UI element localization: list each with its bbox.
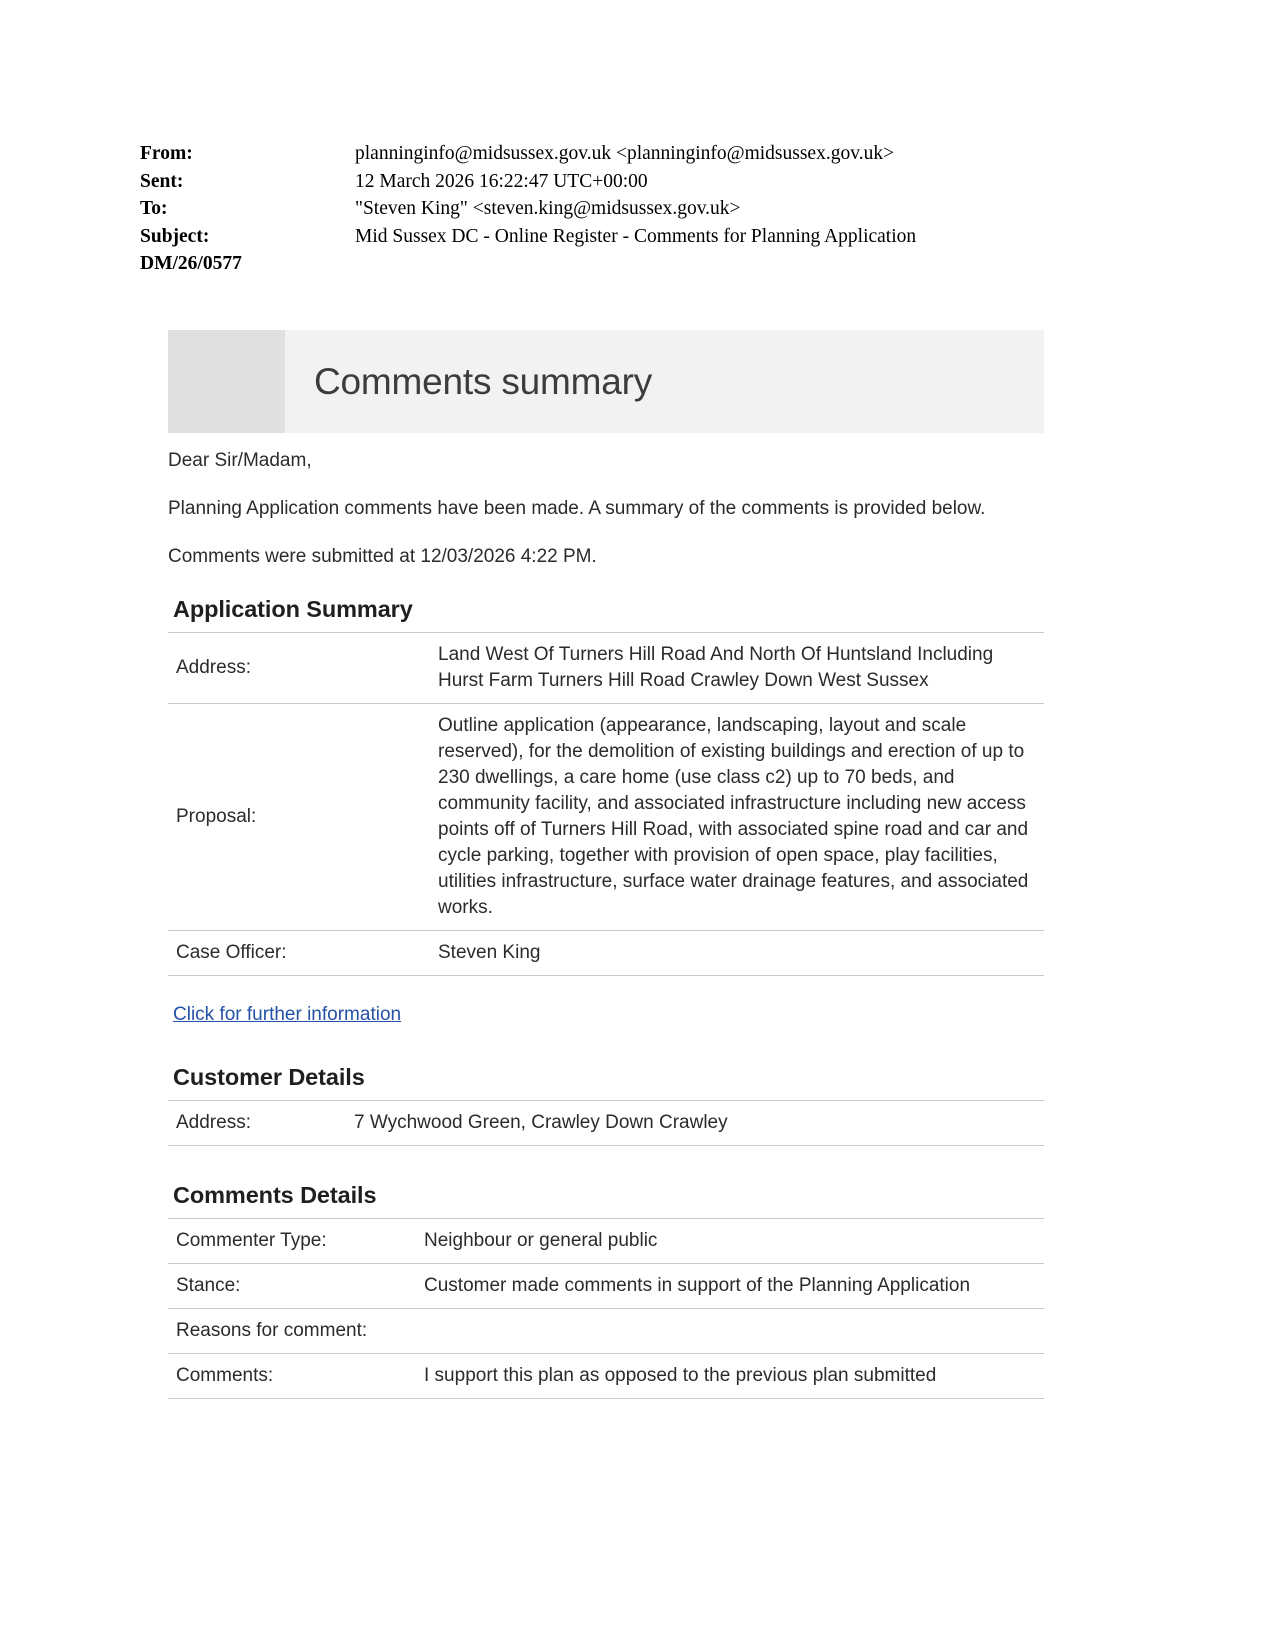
email-sent-value: 12 March 2026 16:22:47 UTC+00:00: [355, 170, 648, 192]
email-sent-row: [140, 168, 1100, 196]
further-information-link[interactable]: Click for further information: [173, 1004, 402, 1025]
intro-text: Planning Application comments have been made. A summary of the comments is provided below.: [168, 498, 986, 519]
comments-value: I support this plan as opposed to the previous plan submitted: [420, 1354, 1044, 1399]
comments-details-heading: Comments Details: [173, 1182, 377, 1208]
commenter-type-label: Commenter Type:: [168, 1219, 420, 1264]
email-from-label: From:: [140, 143, 193, 164]
table-row: [168, 1309, 1044, 1354]
app-address-value: Land West Of Turners Hill Road And North Of Huntsland Including Hurst Farm Turners Hill Road Crawley Down West Sussex: [436, 633, 1044, 704]
email-body: [168, 448, 1048, 1399]
application-summary-heading: Application Summary: [173, 596, 413, 622]
app-proposal-label: Proposal:: [168, 704, 436, 931]
table-row: [168, 1101, 1044, 1146]
council-logo: [168, 330, 285, 433]
customer-address-value: 7 Wychwood Green, Crawley Down Crawley: [348, 1101, 1044, 1146]
email-subject-reference: DM/26/0577: [140, 253, 242, 274]
reasons-value: [420, 1309, 1044, 1354]
email-to-value: "Steven King" <steven.king@midsussex.gov.uk>: [355, 198, 741, 219]
submitted-text: Comments were submitted at 12/03/2026 4:22 PM.: [168, 546, 597, 567]
email-from-value: planninginfo@midsussex.gov.uk <planninginfo@midsussex.gov.uk>: [355, 143, 895, 164]
email-from-row: [140, 140, 1100, 168]
table-row: [168, 1354, 1044, 1399]
app-proposal-value: Outline application (appearance, landscaping, layout and scale reserved), for the demolition of existing buildings and erection of up to 230 dwellings, a care home (use class c2) up to 70 beds, and community facility, and associated infrastructure including new access points off of Turners Hill Road, with associated spine road and car and cycle parking, together with provision of open space, play facilities, utilities infrastructure, surface water drainage features, and associated works.: [436, 704, 1044, 931]
email-subject-row: [140, 223, 1100, 251]
app-case-officer-value: Steven King: [436, 931, 1044, 976]
greeting-text: Dear Sir/Madam,: [168, 450, 312, 471]
customer-address-label: Address:: [168, 1101, 348, 1146]
email-to-label: To:: [140, 198, 168, 219]
email-header: [140, 140, 1100, 278]
table-row: [168, 931, 1044, 976]
further-information-row: [173, 1002, 1048, 1028]
reasons-label: Reasons for comment:: [168, 1309, 420, 1354]
banner-title: Comments summary: [314, 360, 653, 402]
comments-summary-banner: [168, 330, 1044, 433]
customer-details-table: [168, 1100, 1044, 1146]
table-row: [168, 633, 1044, 704]
email-sent-label: Sent:: [140, 170, 184, 192]
customer-details-heading: Customer Details: [173, 1064, 365, 1090]
table-row: [168, 1264, 1044, 1309]
email-subject-label: Subject:: [140, 225, 210, 247]
table-row: [168, 1219, 1044, 1264]
email-to-row: [140, 195, 1100, 223]
comments-label: Comments:: [168, 1354, 420, 1399]
table-row: [168, 704, 1044, 931]
app-case-officer-label: Case Officer:: [168, 931, 436, 976]
stance-value: Customer made comments in support of the Planning Application: [420, 1264, 1044, 1309]
commenter-type-value: Neighbour or general public: [420, 1219, 1044, 1264]
app-address-label: Address:: [168, 633, 436, 704]
stance-label: Stance:: [168, 1264, 420, 1309]
email-subject-value: Mid Sussex DC - Online Register - Comments for Planning Application: [355, 225, 917, 247]
application-summary-table: [168, 632, 1044, 976]
comments-details-table: [168, 1218, 1044, 1399]
